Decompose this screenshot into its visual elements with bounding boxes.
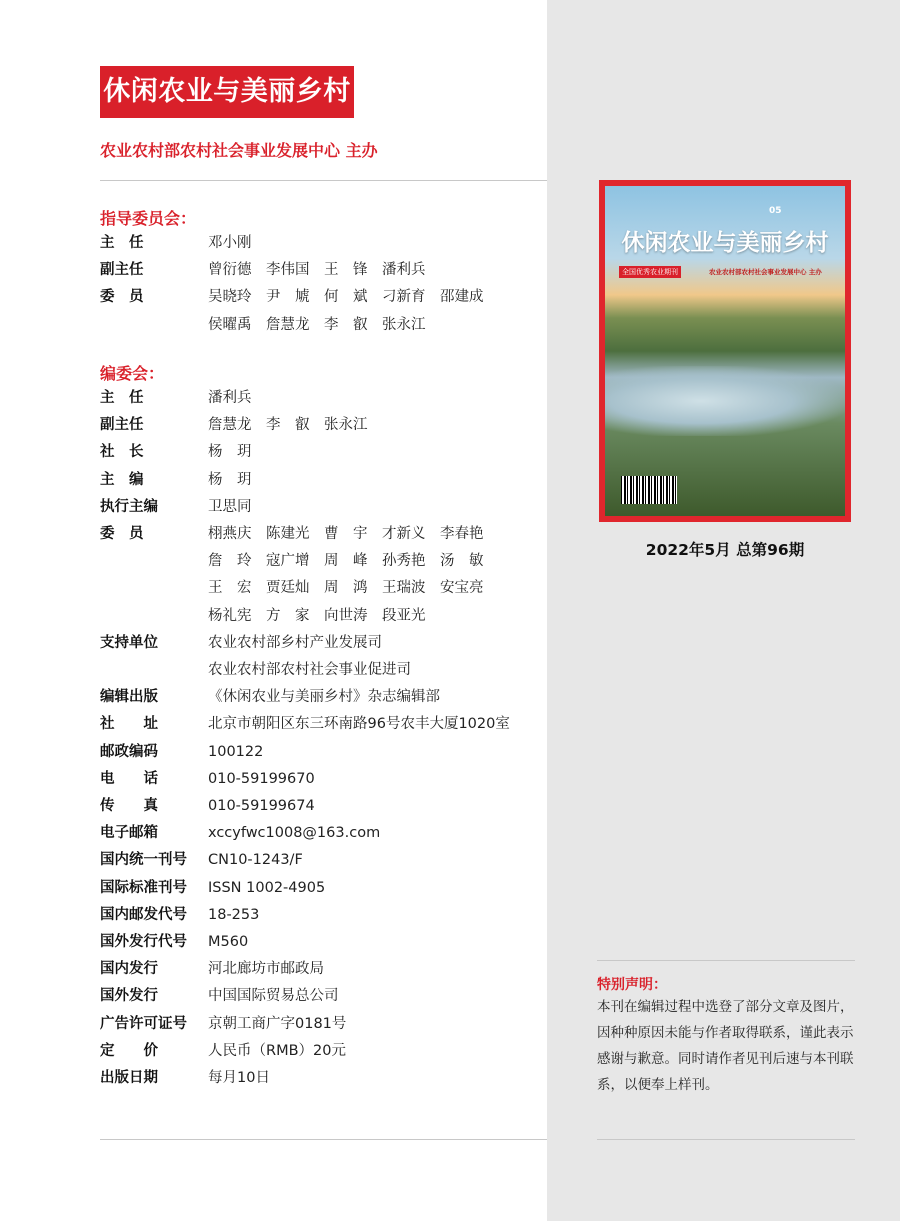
row-value: 吴晓玲 尹 虓 何 斌 刁新育 邵建成 — [208, 289, 484, 306]
row-value: CN10-1243/F — [208, 852, 303, 869]
row-label: 电子邮箱 — [100, 825, 158, 842]
row-value: 杨礼宪 方 家 向世涛 段亚光 — [208, 607, 426, 624]
notice-bottom-divider — [597, 1139, 855, 1140]
cover-sponsor: 农业农村部农村社会事业发展中心 主办 — [709, 268, 822, 276]
row-value: 人民币（RMB）20元 — [208, 1042, 346, 1059]
row-value: 《休闲农业与美丽乡村》杂志编辑部 — [208, 689, 440, 706]
row-label: 国内邮发代号 — [100, 906, 187, 923]
cover-title: 休闲农业与美丽乡村 — [621, 230, 829, 256]
cover-issue-number: 05 — [769, 206, 782, 216]
row-label: 国外发行 — [100, 988, 158, 1005]
row-value: M560 — [208, 934, 249, 950]
row-label: 主 任 — [100, 390, 144, 406]
row-label: 国内发行 — [100, 961, 158, 978]
row-label: 副主任 — [100, 417, 144, 434]
row-value: 詹 玲 寇广增 周 峰 孙秀艳 汤 敏 — [208, 553, 484, 570]
editorial-board-title: 编委会： — [100, 364, 165, 383]
row-value: 杨 玥 — [208, 444, 252, 461]
row-label: 主 编 — [100, 471, 144, 488]
row-label: 副主任 — [100, 262, 144, 279]
steering-committee-title: 指导委员会： — [100, 209, 197, 228]
top-divider — [100, 180, 547, 181]
row-label: 支持单位 — [100, 634, 158, 651]
cover-river-scene — [605, 366, 845, 436]
row-value: 18-253 — [208, 906, 260, 923]
row-label: 定 价 — [100, 1042, 158, 1059]
cover-tag: 全国优秀农业期刊 — [619, 266, 681, 278]
cover-image — [605, 186, 845, 516]
barcode-icon — [621, 476, 677, 504]
bottom-divider — [100, 1139, 547, 1140]
row-label: 出版日期 — [100, 1070, 158, 1086]
issue-info: 2022年5月 总第96期 — [645, 541, 805, 559]
row-value: 京朝工商广字0181号 — [208, 1015, 347, 1032]
row-value: 每月10日 — [208, 1070, 270, 1086]
row-value: xccyfwc1008@163.com — [208, 825, 381, 842]
row-label: 国际标准刊号 — [100, 879, 187, 896]
publisher-line: 农业农村部农村社会事业发展中心 主办 — [100, 141, 378, 160]
row-label: 社 长 — [100, 444, 144, 461]
row-value: 侯曜禹 詹慧龙 李 叡 张永江 — [208, 316, 426, 333]
row-value: 栩燕庆 陈建光 曹 宇 才新义 李春艳 — [208, 526, 484, 542]
row-value: 曾衍德 李伟国 王 锋 潘利兵 — [208, 262, 426, 279]
row-value: 农业农村部农村社会事业促进司 — [208, 662, 411, 678]
row-value: 中国国际贸易总公司 — [208, 988, 339, 1005]
row-label: 执行主编 — [100, 498, 158, 515]
row-value: 詹慧龙 李 叡 张永江 — [208, 417, 368, 434]
row-label: 编辑出版 — [100, 689, 158, 706]
magazine-cover — [599, 180, 851, 522]
row-label: 国外发行代号 — [100, 934, 187, 950]
notice-body: 本刊在编辑过程中选登了部分文章及图片，因种种原因未能与作者取得联系，谨此表示感谢与歉意。同时请作者见刊后速与本刊联系，以便奉上样刊。 — [597, 999, 854, 1093]
notice-top-divider — [597, 960, 855, 961]
row-value: ISSN 1002-4905 — [208, 879, 326, 896]
row-label: 国内统一刊号 — [100, 852, 187, 869]
notice-title: 特别声明： — [597, 977, 667, 993]
row-value: 河北廊坊市邮政局 — [208, 961, 324, 978]
row-label: 广告许可证号 — [100, 1015, 187, 1032]
row-value: 潘利兵 — [208, 390, 252, 406]
row-value: 卫思同 — [208, 498, 252, 515]
row-value: 邓小刚 — [208, 235, 252, 251]
row-value: 北京市朝阳区东三环南路96号农丰大厦1020室 — [208, 716, 510, 733]
row-label: 电 话 — [100, 770, 158, 787]
row-label: 委 员 — [100, 289, 144, 306]
row-label: 主 任 — [100, 235, 144, 251]
masthead-title: 休闲农业与美丽乡村 — [100, 66, 354, 118]
row-value: 100122 — [208, 743, 264, 760]
row-label: 委 员 — [100, 526, 144, 542]
row-value: 农业农村部乡村产业发展司 — [208, 634, 382, 651]
row-label: 邮政编码 — [100, 743, 158, 760]
row-label: 传 真 — [100, 798, 158, 814]
row-label: 社 址 — [100, 716, 158, 733]
row-value: 010-59199670 — [208, 770, 315, 787]
row-value: 王 宏 贾廷灿 周 鸿 王瑞波 安宝亮 — [208, 580, 484, 597]
row-value: 杨 玥 — [208, 471, 252, 488]
row-value: 010-59199674 — [208, 798, 315, 814]
